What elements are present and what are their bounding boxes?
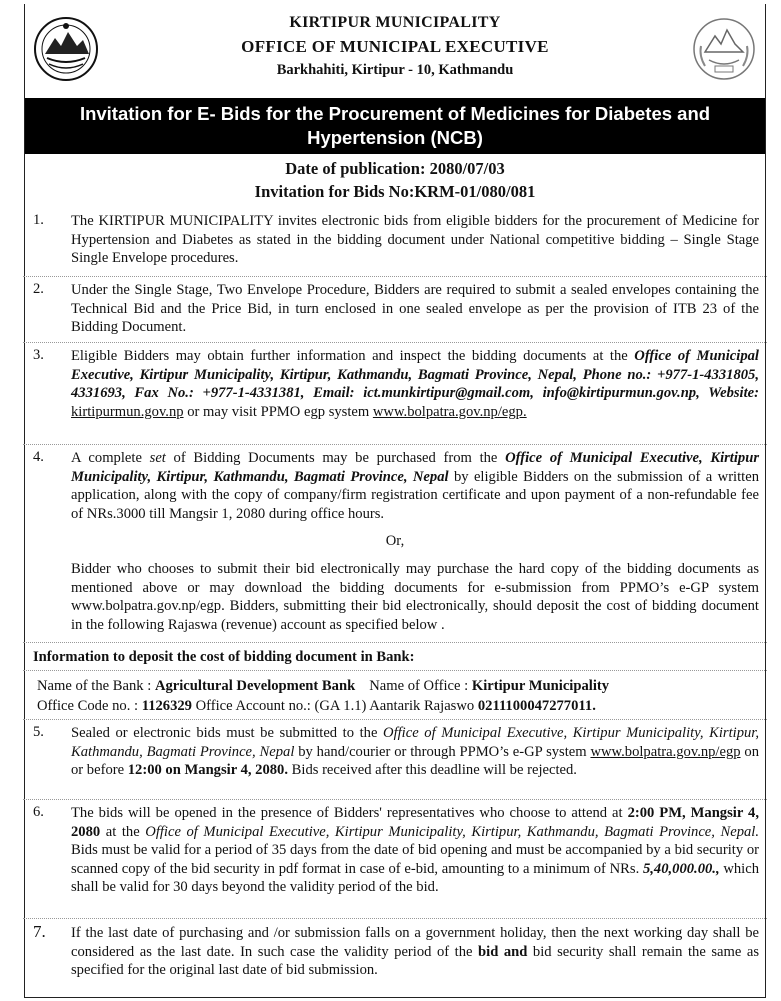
item-number: 6. xyxy=(33,804,44,820)
title-line-1: Invitation for E- Bids for the Procurement of Medicines for Diabetes and xyxy=(79,103,711,124)
code-value: 1126329 xyxy=(141,698,192,714)
item-4-rest: by eligible Bidders on the submission of a written application, along with the copy of company/firm registration certificate and upon payment of a non-refundable fee of NRs.3000 till Mangsir 1, 2080 during office hours. xyxy=(71,468,759,522)
office-address: Barkhahiti, Kirtipur - 10, Kathmandu xyxy=(276,62,514,78)
electronic-bid-text: Bidder who chooses to submit their bid electronically may purchase the hard copy of the bidding documents as mentioned above or may download the bidding documents for e-submission from PPMO’s e-GP system www.bolpatra.gov.np/egp. Bidders, submitting their bid electronically, should deposit the cost of bidding document in the following Rajaswa (revenue) account as specified below . xyxy=(71,561,759,633)
divider xyxy=(23,342,767,343)
bank-name-line xyxy=(37,678,609,695)
item-3-office-contact: Office of Municipal Executive, Kirtipur Municipality, Kirtipur, Kathmandu, Bagmati Province, Nepal, Phone no.: +977-1-4331805, 4331693, Fax No.: +977-1-4331381, Email: ict.munkirtipur@gmail.com, info@kirtipurmun.gov.np, Website: xyxy=(71,348,759,401)
bid-security-amount: 5,40,000.00., xyxy=(642,860,720,877)
item-5-rest: Bids received after this deadline will be rejected. xyxy=(288,762,577,778)
publication-date: Date of publication: 2080/07/03 xyxy=(285,159,505,178)
item-3-mid: or may visit PPMO egp system xyxy=(183,403,373,420)
item-4-text xyxy=(71,449,759,523)
letterhead xyxy=(25,4,765,90)
item-7-lead: If the last date of purchasing and /or submission falls on a government holiday, then the next working day shall be considered as the last date. In such case the validity period of the xyxy=(71,925,759,960)
item-6-office: Office of Municipal Executive, Kirtipur Municipality, Kirtipur, Kathmandu, Bagmati Province, Nepal. xyxy=(145,823,760,840)
item-5-office: Office of Municipal Executive, Kirtipur Municipality, Kirtipur, Kathmandu, Bagmati Province, Nepal xyxy=(71,725,759,760)
egp-link[interactable]: www.bolpatra.gov.np/egp. xyxy=(372,403,527,420)
account-value: 0211100047277011. xyxy=(477,698,596,714)
title-line-2: Hypertension (NCB) xyxy=(307,127,483,148)
office-label: Name of Office : xyxy=(369,678,472,694)
divider xyxy=(23,799,767,800)
divider xyxy=(23,670,767,671)
item-number: 5. xyxy=(33,724,44,740)
item-4-set: set xyxy=(149,450,166,466)
item-6-at: at the xyxy=(100,823,146,840)
bank-label: Name of the Bank : xyxy=(37,678,155,694)
office-name: OFFICE OF MUNICIPAL EXECUTIVE xyxy=(241,37,549,56)
item-5-before: on or before xyxy=(71,743,759,778)
bank-value: Agricultural Development Bank xyxy=(154,678,356,694)
opening-time: 2:00 PM, Mangsir 4, 2080 xyxy=(71,805,759,840)
or-separator: Or, xyxy=(385,533,405,549)
code-label: Office Code no. : xyxy=(37,698,142,714)
item-number: 1. xyxy=(33,212,44,228)
bid-number: Invitation for Bids No:KRM-01/080/081 xyxy=(254,182,536,201)
item-7-bold: bid and xyxy=(478,943,528,960)
notice-frame xyxy=(24,4,766,998)
account-line xyxy=(37,698,596,715)
divider xyxy=(23,444,767,445)
item-5-lead: Sealed or electronic bids must be submitted to the xyxy=(71,725,384,741)
item-number: 7. xyxy=(33,922,46,941)
item-4-office: Office of Municipal Executive, Kirtipur Municipality, Kirtipur, Kathmandu, Bagmati Province, Nepal xyxy=(71,450,760,485)
notice-title-banner xyxy=(25,98,765,154)
office-value: Kirtipur Municipality xyxy=(471,678,610,694)
bank-info-heading: Information to deposit the cost of bidding document in Bank: xyxy=(33,649,415,665)
item-4-mid: of Bidding Documents may be purchased from the xyxy=(165,450,506,466)
account-label: Office Account no.: (GA 1.1) Aantarik Rajaswo xyxy=(191,698,478,714)
website-link[interactable]: kirtipurmun.gov.np xyxy=(71,403,184,420)
item-6-text xyxy=(71,804,759,897)
submission-deadline: 12:00 on Mangsir 4, 2080. xyxy=(127,762,289,778)
divider xyxy=(23,276,767,277)
item-4-lead: A complete xyxy=(71,450,150,466)
item-7-rest: bid security shall remain the same as specified for the original last date of bid submission. xyxy=(71,943,760,978)
item-6-lead: The bids will be opened in the presence of Bidders' representatives who choose to attend at xyxy=(71,805,628,821)
item-5-mid: by hand/courier or through PPMO’s e-GP system xyxy=(294,743,591,760)
divider xyxy=(23,918,767,919)
item-3-lead: Eligible Bidders may obtain further information and inspect the bidding documents at the xyxy=(71,348,635,364)
item-7-text xyxy=(71,924,759,980)
egp-link[interactable]: www.bolpatra.gov.np/egp xyxy=(590,743,741,760)
municipality-name: KIRTIPUR MUNICIPALITY xyxy=(289,14,501,31)
item-1-text: The KIRTIPUR MUNICIPALITY invites electronic bids from eligible bidders for the procurement of Medicine for Hypertension and Diabetes as stated in the bidding document under National competitive bidding – Single Stage Single Envelope procedures. xyxy=(71,213,759,266)
item-number: 3. xyxy=(33,347,44,363)
divider xyxy=(23,719,767,720)
item-2-text: Under the Single Stage, Two Envelope Procedure, Bidders are required to submit a sealed envelopes containing the Technical Bid and the Price Bid, in turn enclosed in one sealed envelope as per the provision of ITB 23 of the Bidding Document. xyxy=(71,282,759,335)
item-6-rest: which shall be valid for 30 days beyond the validity period of the bid. xyxy=(71,860,759,895)
item-6-mid: Bids must be valid for a period of 35 days from the date of bid opening and must be accompanied by a bid security or scanned copy of the bid security in pdf format in case of e-bid, amounting to a minimum of NRs. xyxy=(71,842,759,877)
divider xyxy=(23,642,767,643)
item-3-text xyxy=(71,347,759,421)
item-number: 4. xyxy=(33,449,44,465)
item-5-text xyxy=(71,724,759,780)
item-number: 2. xyxy=(33,281,44,297)
